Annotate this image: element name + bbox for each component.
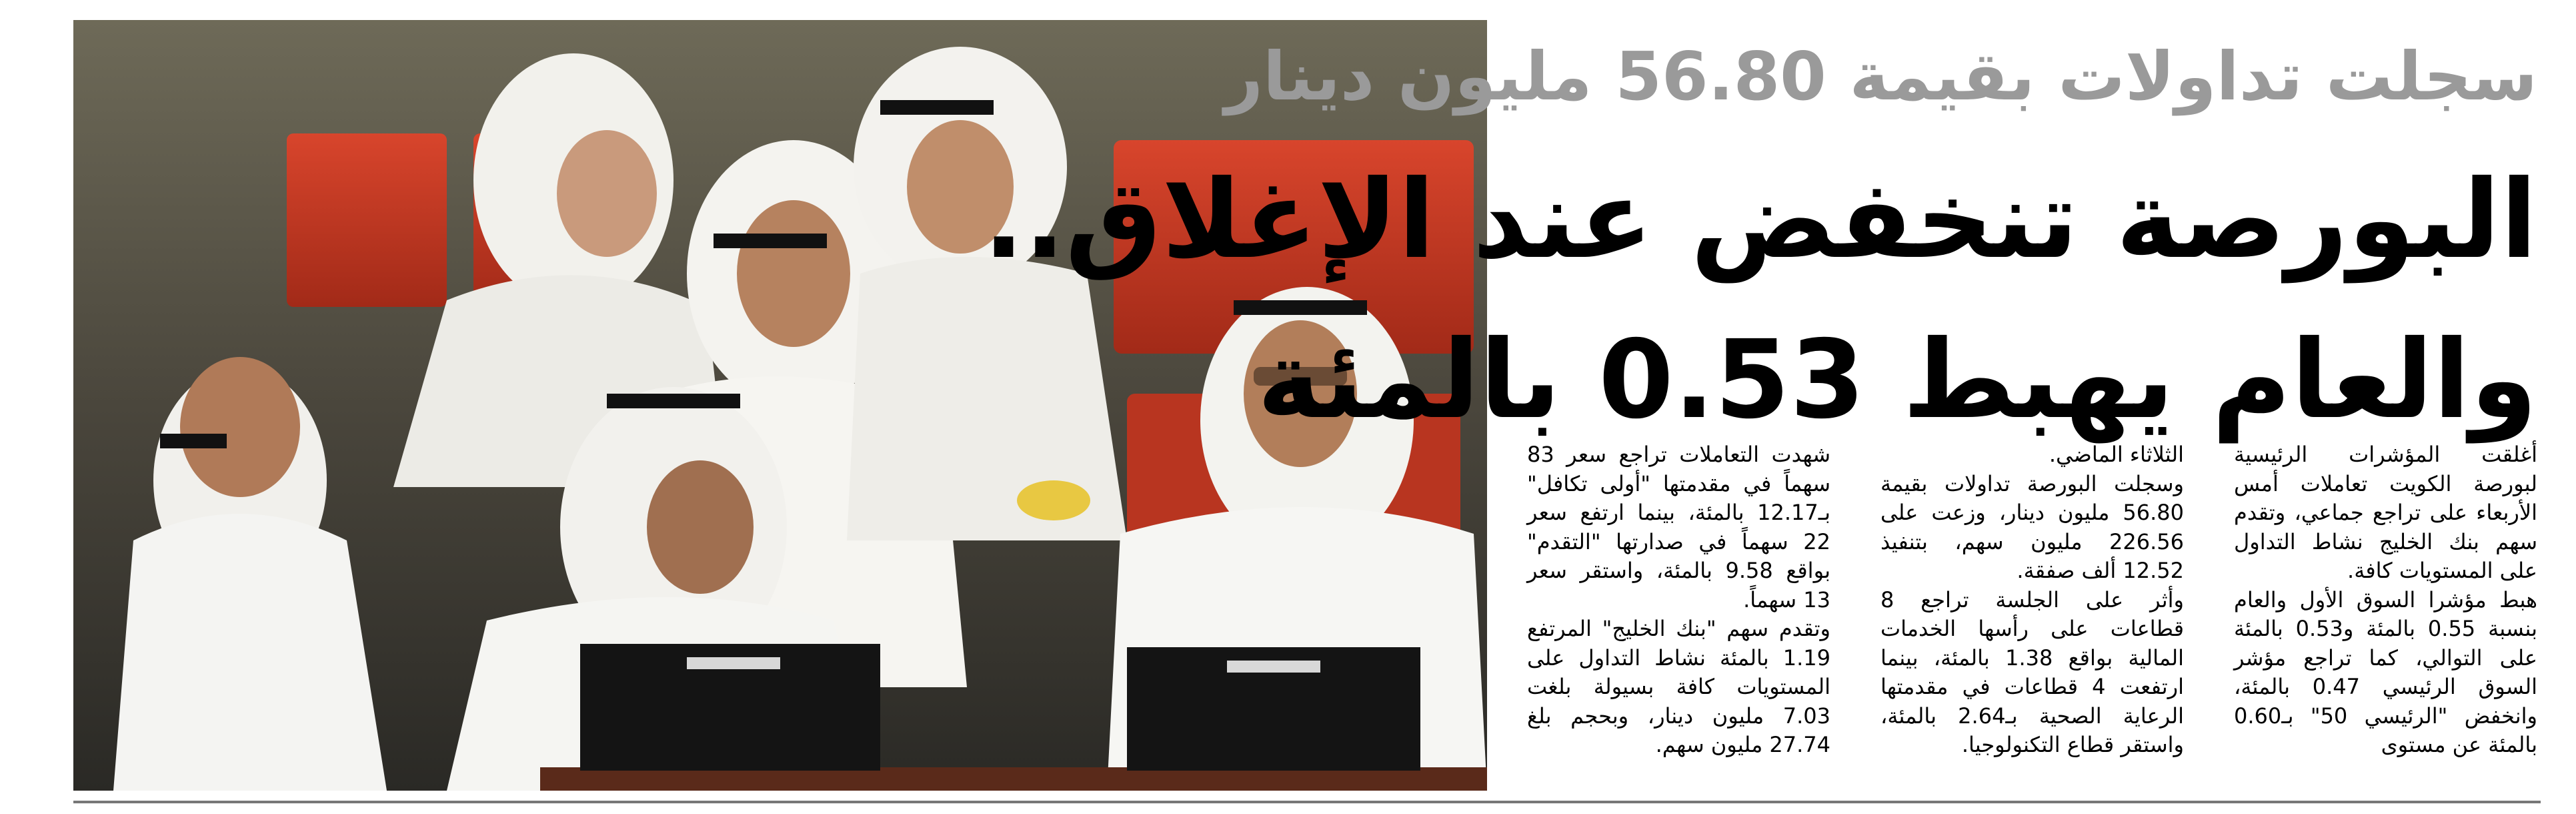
article-kicker: سجلت تداولات بقيمة 56.80 مليون دينار (1224, 37, 2537, 115)
headline-line-2: والعام يهبط 0.53 بالمئة (1257, 318, 2537, 443)
body-paragraph: وأثر على الجلسة تراجع 8 قطاعات على رأسها الخدمات المالية بواقع 1.38 بالمئة، بينما ارتفعت 4 قطاعات في مقدمتها الرعاية الصحية بـ2.64 بالمئة، واستقر قطاع التكنولوجيا. (1880, 586, 2185, 757)
body-column-1 (2234, 440, 2537, 794)
article-headline (983, 140, 2537, 460)
body-paragraph: وسجلت البورصة تداولات بقيمة 56.80 مليون دينار، وزعت على 226.56 مليون سهم، بتنفيذ 12.52 ألف صفقة. (1880, 470, 2184, 583)
article-body (1527, 440, 2537, 794)
body-column-3 (1527, 440, 1830, 794)
body-paragraph: هبط مؤشرا السوق الأول والعام بنسبة 0.55 بالمئة و0.53 بالمئة على التوالي، كما تراجع مؤشر السوق الرئيسي 0.47 بالمئة، وانخفض "الرئيسي 50" بـ0.60 بالمئة عن مستوى (2234, 586, 2538, 757)
body-paragraph: وتقدم سهم "بنك الخليج" المرتفع 1.19 بالمئة نشاط التداول على المستويات كافة بسيولة بلغت 7.03 مليون دينار، وبحجم بلغ 27.74 مليون سهم. (1527, 616, 1830, 757)
body-column-2 (1880, 440, 2184, 794)
headline-line-1: البورصة تنخفض عند الإغلاق.. (983, 157, 2537, 283)
bottom-divider (73, 801, 2541, 803)
body-paragraph: الثلاثاء الماضي. (2049, 442, 2184, 467)
body-paragraph: أغلقت المؤشرات الرئيسية لبورصة الكويت تعاملات أمس الأربعاء على تراجع جماعي، وتقدم سهم بنك الخليج نشاط التداول على المستويات كافة. (2234, 442, 2537, 583)
body-paragraph: شهدت التعاملات تراجع سعر 83 سهماً في مقدمتها "أولى تكافل" بـ12.17 بالمئة، بينما ارتفع سعر 22 سهماً في صدارتها "التقدم" بواقع 9.58 بالمئة، واستقر سعر 13 سهماً. (1527, 442, 1831, 613)
